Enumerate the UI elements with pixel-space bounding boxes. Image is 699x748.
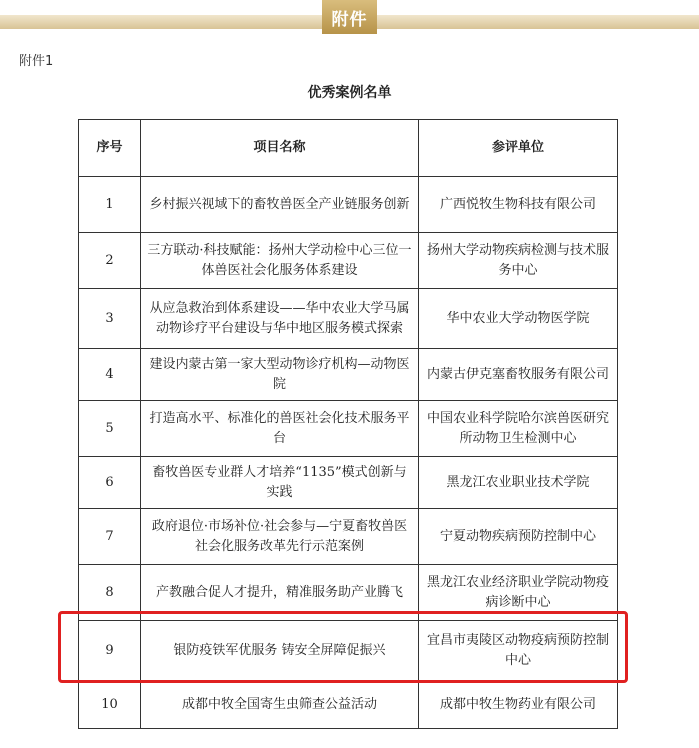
row-no: 9 bbox=[79, 621, 141, 681]
row-unit: 中国农业科学院哈尔滨兽医研究所动物卫生检测中心 bbox=[419, 401, 618, 457]
row-project: 乡村振兴视域下的畜牧兽医全产业链服务创新 bbox=[141, 177, 419, 233]
row-unit: 黑龙江农业经济职业学院动物疫病诊断中心 bbox=[419, 565, 618, 621]
header-no: 序号 bbox=[79, 120, 141, 177]
table-row bbox=[79, 289, 618, 349]
row-project: 三方联动·科技赋能：扬州大学动检中心三位一体兽医社会化服务体系建设 bbox=[141, 233, 419, 289]
cases-table bbox=[78, 119, 618, 729]
table-row bbox=[79, 509, 618, 565]
table-row bbox=[79, 177, 618, 233]
row-no: 6 bbox=[79, 457, 141, 509]
table-row bbox=[79, 565, 618, 621]
row-no: 2 bbox=[79, 233, 141, 289]
attachment-banner bbox=[0, 0, 699, 38]
row-no: 4 bbox=[79, 349, 141, 401]
table-header-row bbox=[79, 120, 618, 177]
row-no: 5 bbox=[79, 401, 141, 457]
row-project: 打造高水平、标准化的兽医社会化技术服务平台 bbox=[141, 401, 419, 457]
attachment-label: 附件1 bbox=[19, 54, 54, 69]
table-row bbox=[79, 621, 618, 681]
row-project: 畜牧兽医专业群人才培养“1135”模式创新与实践 bbox=[141, 457, 419, 509]
row-no: 8 bbox=[79, 565, 141, 621]
table-row bbox=[79, 401, 618, 457]
document-title: 优秀案例名单 bbox=[307, 85, 392, 101]
row-unit: 内蒙古伊克塞畜牧服务有限公司 bbox=[419, 349, 618, 401]
row-unit: 宜昌市夷陵区动物疫病预防控制中心 bbox=[419, 621, 618, 681]
row-unit: 华中农业大学动物医学院 bbox=[419, 289, 618, 349]
row-project: 成都中牧全国寄生虫筛查公益活动 bbox=[141, 681, 419, 729]
row-unit: 宁夏动物疾病预防控制中心 bbox=[419, 509, 618, 565]
row-unit: 成都中牧生物药业有限公司 bbox=[419, 681, 618, 729]
row-project: 产教融合促人才提升，精准服务助产业腾飞 bbox=[141, 565, 419, 621]
row-project: 政府退位·市场补位·社会参与—宁夏畜牧兽医社会化服务改革先行示范案例 bbox=[141, 509, 419, 565]
row-project: 从应急救治到体系建设——华中农业大学马属动物诊疗平台建设与华中地区服务模式探索 bbox=[141, 289, 419, 349]
row-project: 银防疫铁军优服务 铸安全屏障促振兴 bbox=[141, 621, 419, 681]
row-unit: 广西悦牧生物科技有限公司 bbox=[419, 177, 618, 233]
header-unit: 参评单位 bbox=[419, 120, 618, 177]
row-unit: 黑龙江农业职业技术学院 bbox=[419, 457, 618, 509]
row-project: 建设内蒙古第一家大型动物诊疗机构—动物医院 bbox=[141, 349, 419, 401]
row-unit: 扬州大学动物疾病检测与技术服务中心 bbox=[419, 233, 618, 289]
banner-title: 附件 bbox=[322, 0, 377, 34]
row-no: 3 bbox=[79, 289, 141, 349]
table-row bbox=[79, 681, 618, 729]
row-no: 7 bbox=[79, 509, 141, 565]
header-project: 项目名称 bbox=[141, 120, 419, 177]
row-no: 10 bbox=[79, 681, 141, 729]
table-row bbox=[79, 349, 618, 401]
banner-bar-left bbox=[0, 15, 322, 29]
table-row bbox=[79, 457, 618, 509]
banner-bar-right bbox=[377, 15, 699, 29]
row-no: 1 bbox=[79, 177, 141, 233]
table-row bbox=[79, 233, 618, 289]
